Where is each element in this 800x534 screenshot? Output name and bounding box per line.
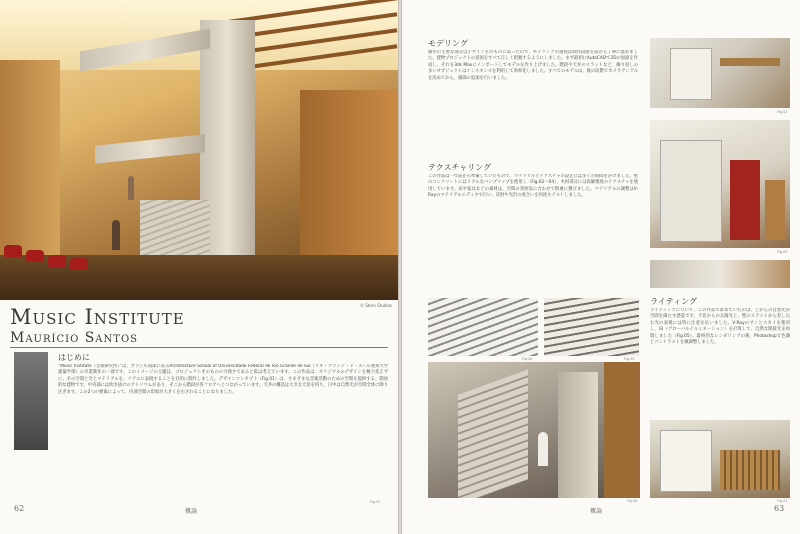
red-chair <box>48 255 66 267</box>
photo-credit: © Stern Studios <box>359 303 392 308</box>
figure-label: Fig.07 <box>777 499 788 503</box>
render-beam <box>720 58 780 66</box>
right-page <box>402 0 800 534</box>
author-name: Maurício Santos <box>10 330 138 346</box>
render-image <box>650 420 790 498</box>
render-stairs <box>458 369 528 498</box>
render-block <box>660 430 712 492</box>
section-heading-intro: はじめに <box>58 353 90 362</box>
article-title: Music Institute <box>10 305 185 329</box>
slat-detail-image <box>544 298 639 356</box>
figure-label: Fig.06 <box>627 499 638 503</box>
left-wall <box>0 60 60 260</box>
wood-wall <box>300 90 398 260</box>
render-slats <box>720 450 780 490</box>
render-wood-wall <box>604 362 640 498</box>
concrete-balcony <box>95 134 205 164</box>
modeling-text: 制作の主要な部分はデザインそのものにあったので、モデリングの過程は制作段階を前から丁寧に進めました。建物プロジェクトの意図をすべて正しく把握するようにしました。まず最初にAutoCADで2Dの図面を作成し、それを3ds Maxにインポートしてモデルを作り上げました。階段や天井のスラットなど、繰り返しの多いオブジェクトはインスタンスを利用して効率化しました。すべてのモデルは、後の段階でカメラアングルを決めてから、細部の追加を行いました。 <box>428 50 638 81</box>
slat-detail-image <box>428 298 538 356</box>
texturing-text: この作品は一年前から準備していたもので、マテリアルとテクスチャの設定には多くの時間をかけました。壁のコンクリートにはリアルなバンプマップを使用し（Fig.02～04）、木材部分には高解像度のテクスチャを使用しています。床や家具などの素材は、空間の雰囲気に合わせて慎重に選びました。マテリアルの調整はV-Rayのマテリアルエディタで行い、反射や光沢の度合いを何度もテストしました。 <box>428 174 638 199</box>
render-image <box>650 38 790 108</box>
left-page <box>0 0 398 534</box>
intro-text: “Music Institute（音楽研究所）”は、ブラジル南部にあるArchitecture School of Universidade Federal do Rio Grande do Sul（リオ・グランデ・ド・スール連邦大学建築学部）の卒業制作の一部です。このイメージの主題は、プロジェクトそのものの力強さであると私は考えています。この作品は、オリジナルのデザインを極力変えずに、その空間と光とマテリアルを、リアルに表現することを目的に制作しました。デザインコンセプト（Fig.01）は、さまざまな音楽活動のための空間を提供する、開放的な建物です。中央部には吹き抜けのアトリウムがあり、そこから階段が各フロアへとつながっています。天井の構造は大きな天窓を持ち、日中は自然光が空間全体に降り注ぎます。この2つの要素によって、内部空間の印象が大きく左右されることになりました。 <box>58 364 388 395</box>
render-image <box>650 260 790 288</box>
person-silhouette <box>112 220 120 250</box>
render-person <box>538 432 548 466</box>
figure-label: Fig.04 <box>522 357 533 361</box>
staircase-render-image <box>428 362 640 498</box>
render-red-panel <box>730 160 760 240</box>
page-number: 63 <box>774 504 785 513</box>
lighting-text: ライティングについて、この作品で求めていたのは、上からの自然光が空間を満たす感覚です。天窓からの太陽光と、壁のスラットから差し込む光の表現には特に注意を払いました。V-Rayのサンとスカイを使用し、GI（グローバルイルミネーション）を計算して、自然な間接光を再現しました（Fig.05）。最終的なレンダリングの後、Photoshopで色調とコントラストを微調整しました。 <box>650 308 790 346</box>
page-number: 62 <box>14 504 25 513</box>
red-chair <box>70 258 88 270</box>
section-heading-modeling: モデリング <box>428 39 468 48</box>
section-heading-texturing: テクスチャリング <box>428 163 492 172</box>
section-heading-lighting: ライティング <box>650 297 697 306</box>
figure-label: Fig.01 <box>370 500 381 504</box>
render-image <box>650 120 790 248</box>
red-chair <box>4 245 22 257</box>
running-head: 概論 <box>185 508 198 515</box>
render-column <box>558 372 598 498</box>
author-portrait <box>14 352 48 450</box>
figure-label: Fig.03 <box>777 250 788 254</box>
figure-label: Fig.05 <box>624 357 635 361</box>
staircase <box>140 200 210 260</box>
person-silhouette <box>128 176 134 200</box>
render-wood-panel <box>765 180 785 240</box>
render-column <box>660 140 722 242</box>
divider <box>10 347 388 348</box>
hero-render-image <box>0 0 398 300</box>
red-chair <box>26 250 44 262</box>
figure-label: Fig.02 <box>777 110 788 114</box>
running-head: 概論 <box>590 508 603 515</box>
render-block <box>670 48 712 100</box>
